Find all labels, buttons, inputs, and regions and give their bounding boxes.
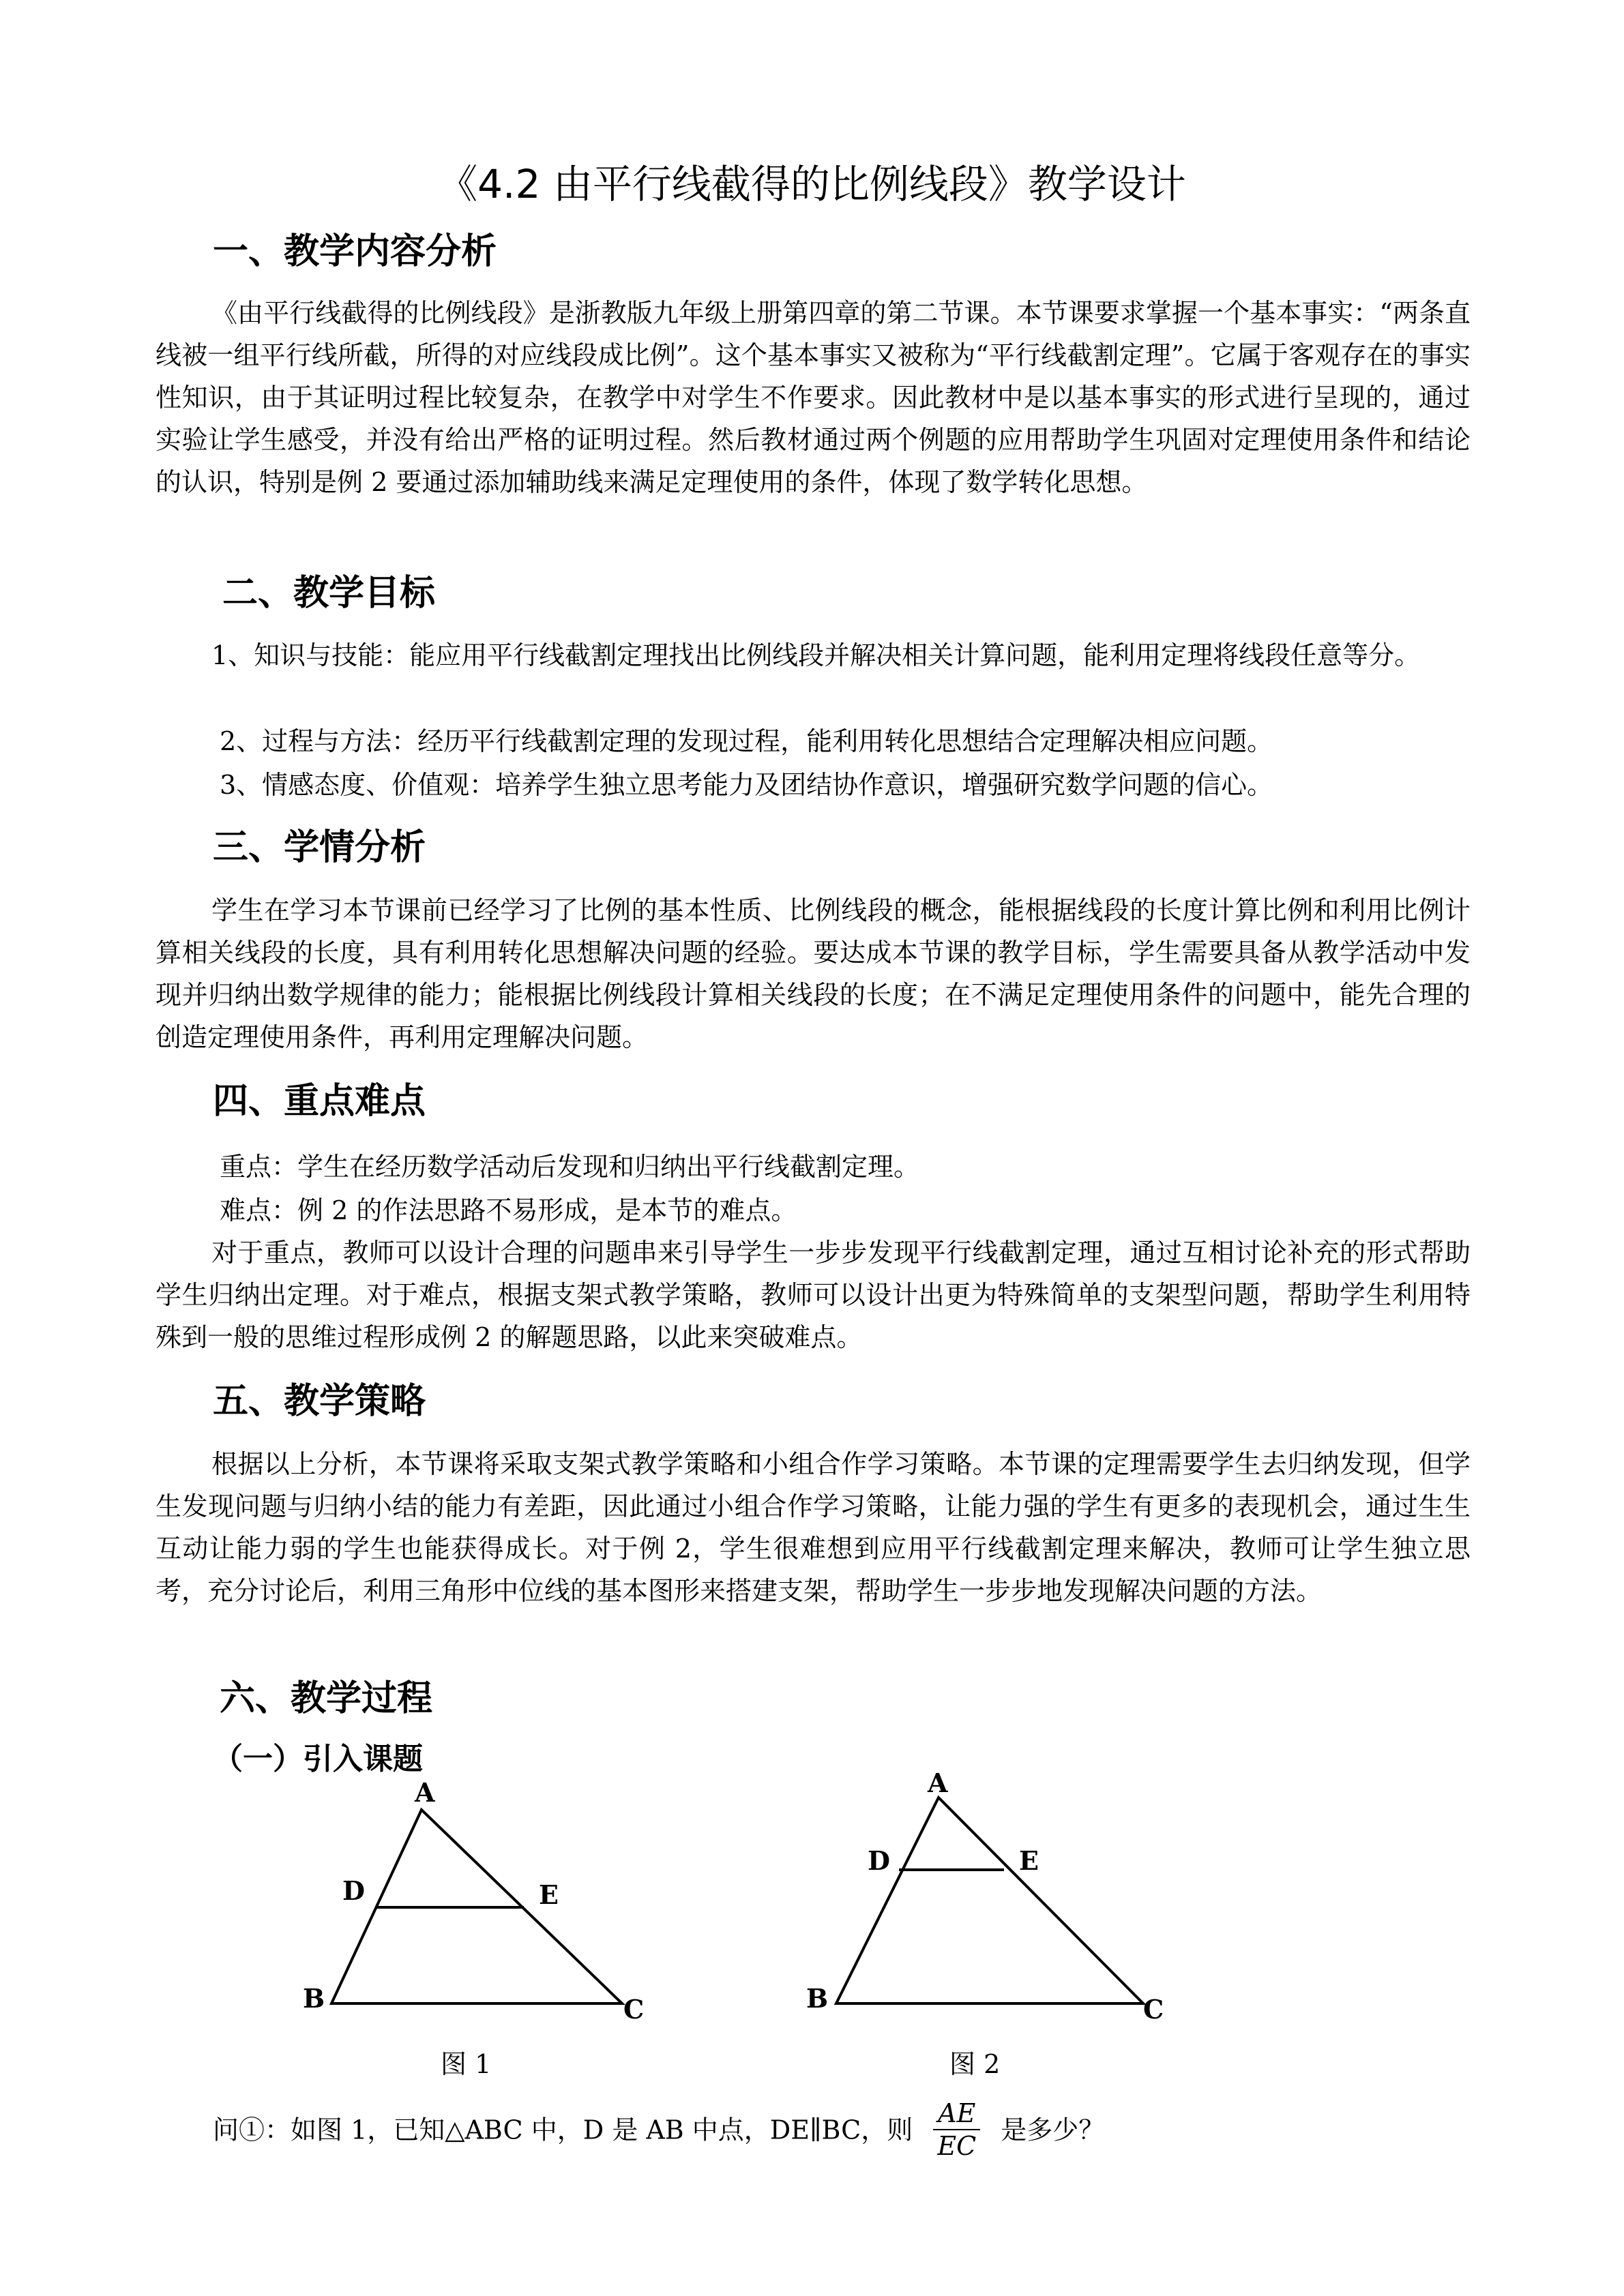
- key-point: 重点：学生在经历数学活动后发现和归纳出平行线截割定理。: [220, 1152, 920, 1182]
- question-1: [213, 2100, 1104, 2164]
- fraction-ae-over-ec: [933, 2098, 980, 2162]
- page-title: 《4.2 由平行线截得的比例线段》教学设计: [438, 161, 1186, 207]
- section-1-heading: 一、教学内容分析: [213, 231, 497, 272]
- figure-2-label-c: C: [1143, 1994, 1164, 2025]
- section-2-heading: 二、教学目标: [222, 573, 436, 614]
- figure-2-label-e: E: [1019, 1845, 1039, 1876]
- figure-1-label-c: C: [623, 1994, 645, 2025]
- section-3-heading: 三、学情分析: [213, 827, 426, 868]
- figure-1-label-e: E: [539, 1879, 559, 1910]
- figure-1-label-b: B: [303, 1983, 325, 2014]
- figure-2-label-a: A: [928, 1768, 948, 1798]
- figure-2-triangle: [836, 1798, 1143, 2003]
- section-5-heading: 五、教学策略: [213, 1381, 426, 1422]
- section-5-body: 根据以上分析，本节课将采取支架式教学策略和小组合作学习策略。本节课的定理需要学生去归纳发现，但学生发现问题与归纳小结的能力有差距，因此通过小组合作学习策略，让能力强的学生有更多的表现机会，通过生生互动让能力弱的学生也能获得成长。对于例 2，学生很难想到应用平行线截割定理来解决，教师可让学生独立思考，充分讨论后，利用三角形中位线的基本图形来搭建支架，帮助学生一步步地发现解决问题的方法。: [156, 1449, 1471, 1606]
- objective-3: 3、情感态度、价值观：培养学生独立思考能力及团结协作意识，增强研究数学问题的信心。: [220, 770, 1273, 800]
- section-3-body: 学生在学习本节课前已经学习了比例的基本性质、比例线段的概念，能根据线段的长度计算比例和利用比例计算相关线段的长度，具有利用转化思想解决问题的经验。要达成本节课的教学目标，学生需要具备从教学活动中发现并归纳出数学规律的能力；能根据比例线段计算相关线段的长度；在不满足定理使用条件的问题中，能先合理的创造定理使用条件，再利用定理解决问题。: [156, 895, 1471, 1052]
- figure-1-triangle: [331, 1810, 622, 2003]
- section-4-heading: 四、重点难点: [213, 1081, 426, 1122]
- figure-1-caption: 图 1: [441, 2049, 492, 2079]
- figure-2-label-d: D: [868, 1845, 890, 1876]
- section-6-heading: 六、教学过程: [220, 1678, 433, 1719]
- question-1-prefix: 问①：如图 1，已知△ABC 中，D 是 AB 中点，DE∥BC，则: [213, 2115, 913, 2145]
- figure-2-caption: 图 2: [949, 2049, 1001, 2079]
- fraction-denominator: EC: [937, 2131, 977, 2161]
- section-4-body: 对于重点，教师可以设计合理的问题串来引导学生一步步发现平行线截割定理，通过互相讨论补充的形式帮助学生归纳出定理。对于难点，根据支架式教学策略，教师可以设计出更为特殊简单的支架型问题，帮助学生利用特殊到一般的思维过程形成例 2 的解题思路，以此来突破难点。: [156, 1238, 1471, 1352]
- figure-1-label-d: D: [342, 1875, 365, 1906]
- subsection-intro-heading: （一）引入课题: [213, 1742, 423, 1776]
- objective-2: 2、过程与方法：经历平行线截割定理的发现过程，能利用转化思想结合定理解决相应问题。: [220, 726, 1273, 756]
- question-1-suffix: 是多少？: [1001, 2115, 1105, 2145]
- objective-1: 1、知识与技能：能应用平行线截割定理找出比例线段并解决相关计算问题，能利用定理将线段任意等分。: [211, 640, 1421, 670]
- figure-2-label-b: B: [806, 1983, 829, 2014]
- fraction-numerator: AE: [933, 2098, 980, 2130]
- section-1-body: 《由平行线截得的比例线段》是浙教版九年级上册第四章的第二节课。本节课要求掌握一个基本事实：“两条直线被一组平行线所截，所得的对应线段成比例”。这个基本事实又被称为“平行线截割定理”。它属于客观存在的事实性知识，由于其证明过程比较复杂，在教学中对学生不作要求。因此教材中是以基本事实的形式进行呈现的，通过实验让学生感受，并没有给出严格的证明过程。然后教材通过两个例题的应用帮助学生巩固对定理使用条件和结论的认识，特别是例 2 要通过添加辅助线来满足定理使用的条件，体现了数学转化思想。: [156, 298, 1471, 497]
- figure-1-label-a: A: [415, 1777, 435, 1808]
- difficult-point: 难点：例 2 的作法思路不易形成，是本节的难点。: [220, 1195, 797, 1225]
